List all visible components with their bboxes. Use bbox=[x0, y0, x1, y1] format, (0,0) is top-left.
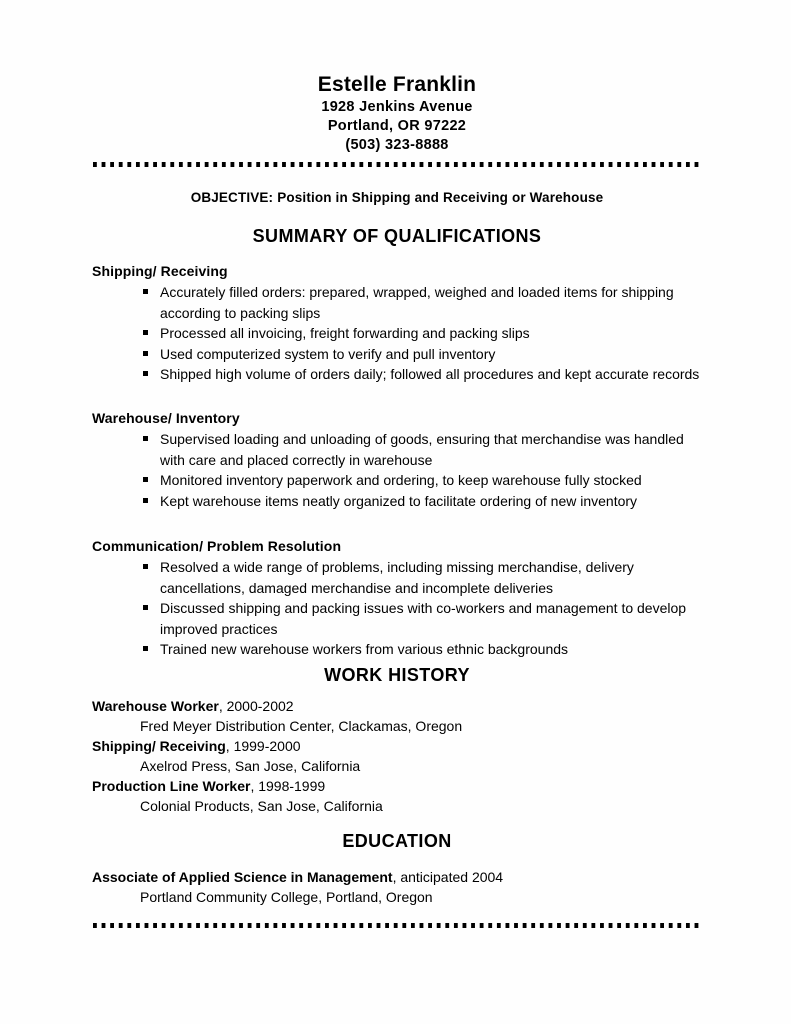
qualification-group-shipping-receiving bbox=[92, 263, 704, 385]
group-heading: Warehouse/ Inventory bbox=[92, 410, 240, 426]
square-bullet-icon bbox=[143, 330, 148, 335]
square-bullet-icon bbox=[143, 436, 148, 441]
bullet-text: Kept warehouse items neatly organized to facilitate ordering of new inventory bbox=[160, 492, 638, 509]
square-bullet-icon bbox=[143, 498, 148, 503]
bullet-text: Discussed shipping and packing issues with co-workers and management to develop improved practices bbox=[160, 600, 687, 637]
candidate-street-address: 1928 Jenkins Avenue bbox=[321, 99, 473, 115]
square-bullet-icon bbox=[143, 289, 148, 294]
school-line: Portland Community College, Portland, Oregon bbox=[140, 889, 433, 905]
entry-title-line bbox=[92, 776, 704, 796]
dotted-divider-bottom bbox=[93, 923, 701, 928]
list-item bbox=[92, 282, 704, 323]
bullet-text: Supervised loading and unloading of goods, ensuring that merchandise was handled with care and placed correctly in warehouse bbox=[160, 431, 684, 468]
candidate-name: Estelle Franklin bbox=[317, 73, 477, 96]
bullet-text: Used computerized system to verify and pull inventory bbox=[160, 345, 496, 362]
degree-title: Associate of Applied Science in Management bbox=[92, 869, 393, 885]
job-title: Warehouse Worker bbox=[92, 698, 219, 714]
work-history-entries bbox=[92, 696, 704, 816]
square-bullet-icon bbox=[143, 351, 148, 356]
section-title-education: EDUCATION bbox=[342, 831, 452, 851]
bullet-text: Resolved a wide range of problems, including missing merchandise, delivery cancellations, damaged merchandise and incomplete deliveries bbox=[160, 559, 634, 596]
work-history-entry bbox=[92, 736, 704, 776]
square-bullet-icon bbox=[143, 371, 148, 376]
work-history-entry bbox=[92, 776, 704, 816]
list-item bbox=[92, 429, 704, 470]
entry-title-line bbox=[92, 696, 704, 716]
qualification-group-communication-problem-resolution bbox=[92, 538, 704, 660]
job-title: Production Line Worker bbox=[92, 778, 251, 794]
bullet-text: Accurately filled orders: prepared, wrapped, weighed and loaded items for shipping according to packing slips bbox=[160, 284, 674, 321]
education-entry bbox=[92, 867, 704, 907]
job-dates: , 2000-2002 bbox=[218, 698, 294, 714]
bullet-list bbox=[92, 429, 704, 511]
list-item bbox=[92, 323, 704, 344]
resume-header bbox=[93, 72, 701, 155]
list-item bbox=[92, 598, 704, 639]
group-heading: Shipping/ Receiving bbox=[92, 263, 228, 279]
entry-title-line bbox=[92, 736, 704, 756]
square-bullet-icon bbox=[143, 564, 148, 569]
employer-line: Axelrod Press, San Jose, California bbox=[140, 758, 361, 774]
education-entries bbox=[92, 867, 704, 907]
dotted-divider-top bbox=[93, 162, 701, 167]
objective-line bbox=[93, 190, 701, 205]
bullet-text: Shipped high volume of orders daily; followed all procedures and kept accurate records bbox=[160, 366, 700, 382]
square-bullet-icon bbox=[143, 605, 148, 610]
bullet-text: Trained new warehouse workers from various ethnic backgrounds bbox=[160, 641, 569, 657]
bullet-text: Processed all invoicing, freight forwarding and packing slips bbox=[160, 325, 530, 341]
qualification-group-warehouse-inventory bbox=[92, 410, 704, 511]
section-title-summary: SUMMARY OF QUALIFICATIONS bbox=[252, 226, 542, 246]
candidate-city-state-zip: Portland, OR 97222 bbox=[327, 118, 467, 134]
entry-title-line bbox=[92, 867, 704, 887]
job-dates: , 1999-2000 bbox=[225, 738, 301, 754]
job-title: Shipping/ Receiving bbox=[92, 738, 226, 754]
list-item bbox=[92, 470, 704, 491]
list-item bbox=[92, 364, 704, 385]
employer-line: Fred Meyer Distribution Center, Clackamas, Oregon bbox=[140, 718, 463, 734]
bullet-text: Monitored inventory paperwork and ordering, to keep warehouse fully stocked bbox=[160, 472, 642, 488]
work-history-entry bbox=[92, 696, 704, 736]
square-bullet-icon bbox=[143, 477, 148, 482]
employer-line: Colonial Products, San Jose, California bbox=[140, 798, 383, 814]
square-bullet-icon bbox=[143, 646, 148, 651]
candidate-phone: (503) 323-8888 bbox=[345, 137, 449, 153]
bullet-list bbox=[92, 282, 704, 385]
list-item bbox=[92, 491, 704, 512]
objective-text: Position in Shipping and Receiving or Warehouse bbox=[277, 190, 604, 205]
list-item bbox=[92, 344, 704, 365]
list-item bbox=[92, 557, 704, 598]
section-title-work-history: WORK HISTORY bbox=[324, 665, 470, 685]
list-item bbox=[92, 639, 704, 660]
job-dates: , 1998-1999 bbox=[250, 778, 326, 794]
bullet-list bbox=[92, 557, 704, 660]
objective-label: OBJECTIVE: bbox=[190, 190, 274, 205]
degree-dates: , anticipated 2004 bbox=[392, 869, 504, 885]
group-heading: Communication/ Problem Resolution bbox=[92, 538, 342, 554]
